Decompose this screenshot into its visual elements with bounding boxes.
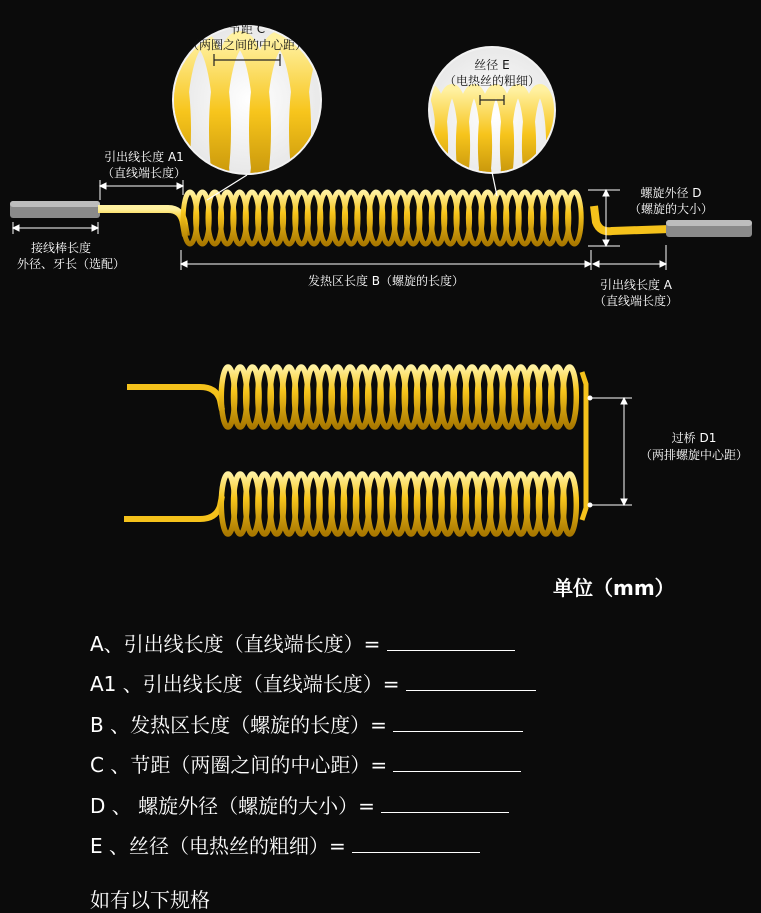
- double-row-coil: [124, 367, 586, 534]
- pitch-label: 节距 C: [228, 22, 266, 36]
- terminal-rod-sublabel: 外径、牙长（选配）: [16, 257, 125, 271]
- coil-turn: [563, 474, 576, 534]
- unit-label: 单位（mm）: [553, 576, 675, 600]
- lead-a-label: 引出线长度 A: [599, 278, 673, 292]
- footer-partial-text: 如有以下规格: [90, 888, 210, 912]
- coil-turn: [563, 367, 576, 427]
- spec-e: E 、丝径（电热丝的粗细）=: [90, 830, 480, 859]
- outer-diameter-sublabel: （螺旋的大小）: [628, 202, 713, 216]
- spec-a: A、引出线长度（直线端长度）=: [90, 628, 515, 657]
- spec-b-blank: [393, 711, 523, 732]
- magnified-coil-turn: [138, 40, 182, 220]
- spec-e-blank: [352, 832, 480, 853]
- upper-lead-wire: [127, 387, 222, 410]
- outer-diameter-label: 螺旋外径 D: [640, 186, 702, 200]
- heating-length-label: 发热区长度 B（螺旋的长度）: [307, 274, 465, 288]
- coil-turn: [568, 192, 582, 244]
- lead-a-sublabel: （直线端长度）: [593, 294, 678, 308]
- bridge-sublabel: （两排螺旋中心距）: [639, 448, 748, 462]
- bridge-dimension: [588, 396, 632, 507]
- lead-a1-label: 引出线长度 A1: [104, 150, 184, 164]
- left-lead-wire: [98, 209, 186, 236]
- spec-b: B 、发热区长度（螺旋的长度）=: [90, 709, 523, 738]
- pitch-sublabel: （两圈之间的中心距）: [186, 38, 307, 52]
- lead-a1-sublabel: （直线端长度）: [101, 166, 186, 180]
- wire-diameter-sublabel: （电热丝的粗细）: [443, 74, 540, 88]
- bridge-wire: [582, 372, 586, 520]
- spec-c: C 、节距（两圈之间的中心距）=: [90, 749, 521, 778]
- spec-c-blank: [393, 751, 521, 772]
- lower-lead-wire: [124, 496, 222, 519]
- bridge-label: 过桥 D1: [671, 431, 717, 445]
- spec-a1: A1 、引出线长度（直线端长度）=: [90, 668, 536, 697]
- terminal-rod-label: 接线棒长度: [30, 241, 91, 255]
- wire-diameter-label: 丝径 E: [474, 58, 510, 72]
- spec-a1-blank: [406, 670, 536, 691]
- spec-a-blank: [387, 630, 515, 651]
- spec-d-blank: [381, 792, 509, 813]
- spec-d: D 、 螺旋外径（螺旋的大小）=: [90, 790, 509, 819]
